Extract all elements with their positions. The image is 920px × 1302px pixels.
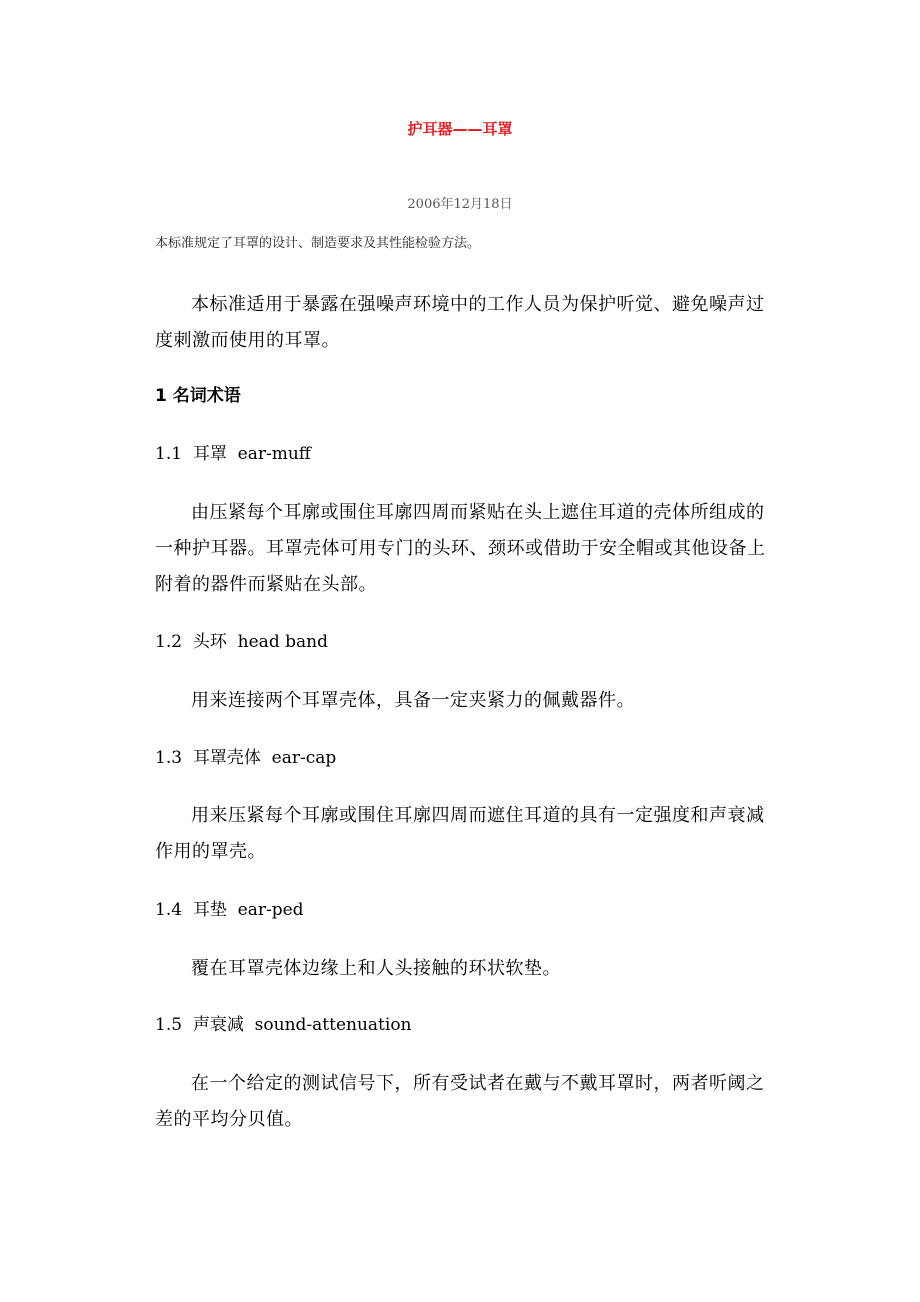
- term-definition-1-1: 由压紧每个耳廓或围住耳廓四周而紧贴在头上遮住耳道的壳体所组成的一种护耳器。耳罩壳体可用专门的头环、颈环或借助于安全帽或其他设备上附着的器件而紧贴在头部。: [155, 502, 766, 595]
- term-definition-1-5: 在一个给定的测试信号下，所有受试者在戴与不戴耳罩时，两者听阈之差的平均分贝值。: [155, 1073, 765, 1130]
- term-heading-1-3: [155, 744, 336, 772]
- term-name: 耳垫: [192, 900, 227, 920]
- term-name: 耳罩: [192, 444, 227, 464]
- term-number: 1.5: [155, 1015, 183, 1035]
- term-heading-1-2: [155, 628, 328, 656]
- term-number: 1.4: [155, 900, 183, 920]
- term-number: 1.2: [155, 632, 183, 652]
- term-english: head band: [237, 632, 328, 652]
- term-definition-1-4: 覆在耳罩壳体边缘上和人头接触的环状软垫。: [191, 958, 561, 979]
- term-english: ear-ped: [237, 900, 304, 920]
- term-english: ear-muff: [237, 444, 311, 464]
- term-english: sound-attenuation: [254, 1015, 412, 1035]
- section-heading: 1 名词术语: [155, 386, 241, 406]
- publish-date: 2006年12月18日: [407, 197, 513, 212]
- scope-paragraph: 本标准适用于暴露在强噪声环境中的工作人员为保护听觉、避免噪声过度刺激而使用的耳罩。: [155, 294, 765, 351]
- term-definition-1-3: 用来压紧每个耳廓或围住耳廓四周而遮住耳道的具有一定强度和声衰减作用的罩壳。: [155, 805, 765, 862]
- term-name: 声衰减: [192, 1015, 244, 1035]
- term-definition-1-2: 用来连接两个耳罩壳体，具备一定夹紧力的佩戴器件。: [191, 690, 635, 711]
- term-name: 耳罩壳体: [192, 748, 261, 768]
- term-heading-1-5: [155, 1011, 412, 1039]
- term-heading-1-1: [155, 440, 311, 468]
- document-title: 护耳器——耳罩: [407, 120, 513, 138]
- term-heading-1-4: [155, 896, 304, 924]
- term-english: ear-cap: [271, 748, 337, 768]
- abstract-text: 本标准规定了耳罩的设计、制造要求及其性能检验方法。: [155, 236, 481, 251]
- term-name: 头环: [192, 632, 227, 652]
- term-number: 1.1: [155, 444, 183, 464]
- term-number: 1.3: [155, 748, 183, 768]
